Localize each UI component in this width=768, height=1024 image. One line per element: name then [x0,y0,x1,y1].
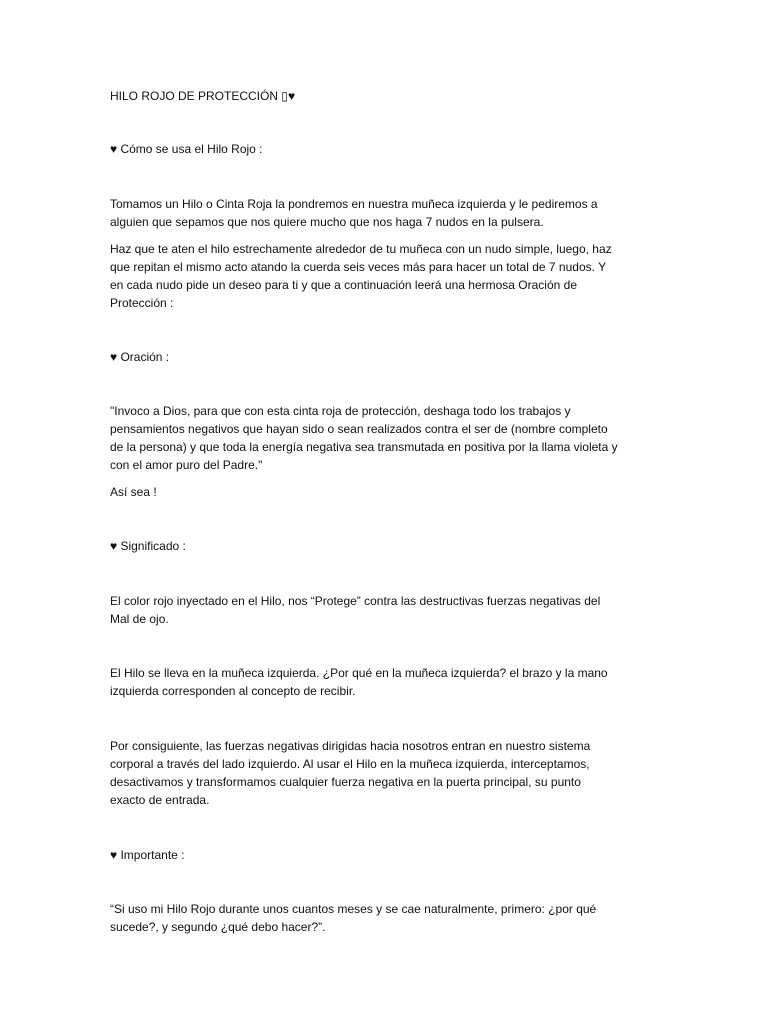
paragraph-line: exacto de entrada. [110,793,210,807]
paragraph-line: Protección : [110,296,174,310]
paragraph-line: El Hilo se lleva en la muñeca izquierda. ¿Por qué en la muñeca izquierda? el brazo y la mano [110,666,608,680]
paragraph-line: Tomamos un Hilo o Cinta Roja la pondremos en nuestra muñeca izquierda y le pediremos a [110,197,598,211]
paragraph-line: alguien que sepamos que nos quiere mucho que nos haga 7 nudos en la pulsera. [110,215,544,229]
paragraph-oracion [110,402,662,474]
paragraph-line: sucede?, y segundo ¿qué debo hacer?”. [110,920,326,934]
section-heading-importante: ♥ Importante : [110,848,185,862]
paragraph-uso-1 [110,195,662,231]
paragraph-significado-3 [110,737,662,809]
paragraph-line: corporal a través del lado izquierdo. Al usar el Hilo en la muñeca izquierda, interceptamos, [110,757,590,771]
paragraph-line: “Si uso mi Hilo Rojo durante unos cuantos meses y se cae naturalmente, primero: ¿por qué [110,902,597,916]
section-heading-oracion: ♥ Oración : [110,350,170,364]
paragraph-line: de la persona) y que toda la energía negativa sea transmutada en positiva por la llama violeta y [110,440,618,454]
section-heading-significado: ♥ Significado : [110,539,186,553]
paragraph-line: Por consiguiente, las fuerzas negativas dirigidas hacia nosotros entran en nuestro sistema [110,739,591,753]
paragraph-line: Mal de ojo. [110,612,169,626]
document-title: HILO ROJO DE PROTECCIÓN ▯♥ [110,89,296,103]
paragraph-line: desactivamos y transformamos cualquier fuerza negativa en la puerta principal, su punto [110,775,581,789]
paragraph-line: Haz que te aten el hilo estrechamente alrededor de tu muñeca con un nudo simple, luego, haz [110,242,612,256]
paragraph-line: "Invoco a Dios, para que con esta cinta roja de protección, deshaga todo los trabajos y [110,404,571,418]
paragraph-line: pensamientos negativos que hayan sido o sean realizados contra el ser de (nombre completo [110,422,608,436]
paragraph-line: en cada nudo pide un deseo para ti y que a continuación leerá una hermosa Oración de [110,278,577,292]
paragraph-importante [110,900,662,936]
paragraph-significado-1 [110,592,662,628]
asi-sea-text: Así sea ! [110,485,157,499]
paragraph-line: que repitan el mismo acto atando la cuerda seis veces más para hacer un total de 7 nudos. Y [110,260,607,274]
paragraph-uso-2 [110,240,662,312]
paragraph-significado-2 [110,664,662,700]
paragraph-line: izquierda corresponden al concepto de recibir. [110,684,356,698]
section-heading-uso: ♥ Cómo se usa el Hilo Rojo : [110,142,263,156]
paragraph-line: El color rojo inyectado en el Hilo, nos “Protege” contra las destructivas fuerzas negativas del [110,594,601,608]
paragraph-line: con el amor puro del Padre." [110,458,263,472]
